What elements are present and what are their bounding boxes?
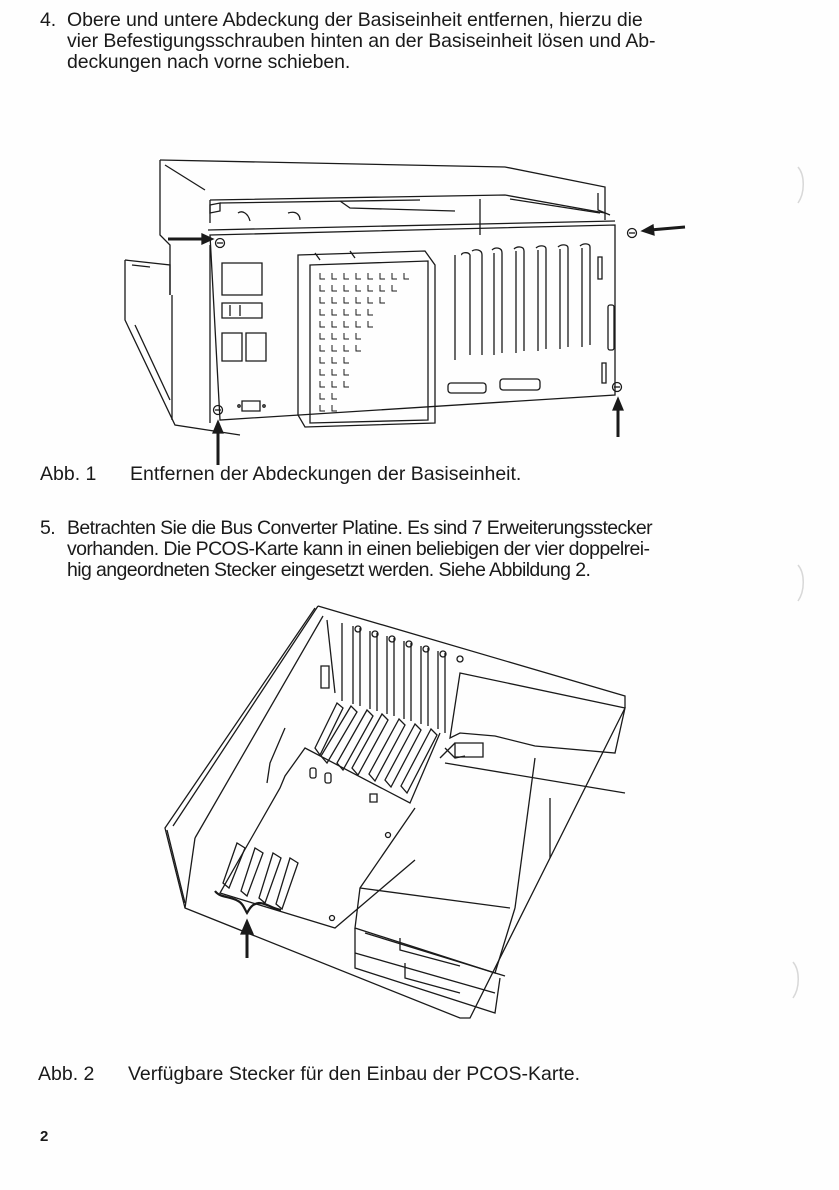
figure-label: Abb. 2 [38, 1063, 95, 1085]
figure-2-caption [38, 1063, 580, 1085]
step-text-line: deckungen nach vorne schieben. [67, 51, 351, 73]
power-supply-grille [298, 251, 435, 427]
figure-2-illustration [155, 598, 645, 1048]
margin-mark [795, 165, 809, 205]
step-text-line: vorhanden. Die PCOS-Karte kann in einen beliebigen der vier doppelrei- [67, 538, 650, 560]
step-text-line: Betrachten Sie die Bus Converter Platine. Es sind 7 Erweiterungsstecker [67, 517, 652, 539]
margin-mark [795, 563, 809, 603]
top-cover [160, 160, 610, 295]
caption-text: Entfernen der Abdeckungen der Basiseinheit. [130, 463, 522, 485]
figure-label: Abb. 1 [40, 463, 97, 485]
step-number: 5. [40, 517, 56, 539]
caption-text: Verfügbare Stecker für den Einbau der PCOS-Karte. [128, 1063, 580, 1085]
step-text-line: vier Befestigungsschrauben hinten an der Basiseinheit lösen und Ab- [67, 30, 656, 52]
slot-brackets [321, 620, 463, 733]
figure-1-illustration [110, 155, 700, 465]
step-text-line: hig angeordneten Stecker eingesetzt werden. Siehe Abbildung 2. [67, 559, 591, 581]
page-number: 2 [40, 1128, 49, 1145]
margin-mark [790, 960, 804, 1000]
expansion-slots [315, 703, 437, 793]
step-number: 4. [40, 9, 57, 31]
chassis [165, 606, 625, 1018]
step-5 [40, 518, 800, 581]
figure-1-caption [40, 463, 521, 485]
step-text-line: Obere und untere Abdeckung der Basiseinheit entfernen, hierzu die [67, 9, 643, 31]
step-4 [40, 10, 800, 73]
expansion-slot-covers [448, 244, 614, 393]
